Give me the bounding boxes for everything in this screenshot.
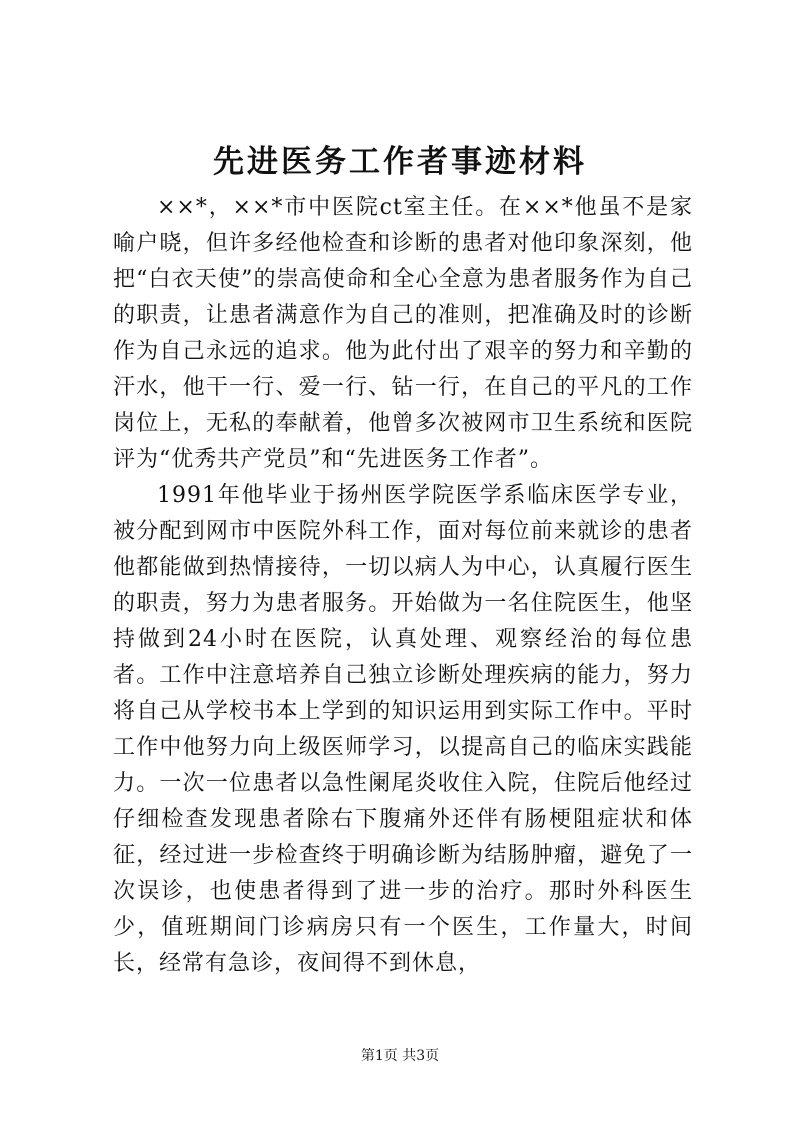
paragraph-1: ××*，××*市中医院ct室主任。在××*他虽不是家喻户晓，但许多经他检查和诊断的患者对他印象深刻，他把“白衣天使”的崇高使命和全心全意为患者服务作为自己的职责，让患者满意作为自己的准则，把准确及时的诊断作为自己永远的追求。他为此付出了艰辛的努力和辛勤的汗水，他干一行、爱一行、钻一行，在自己的平凡的工作岗位上，无私的奉献着，他曾多次被网市卫生系统和医院评为“优秀共产党员”和“先进医务工作者”。 [113,195,693,472]
page-number-footer: 第1页 共3页 [360,1048,440,1064]
document-title: 先进医务工作者事迹材料 [213,144,587,180]
paragraph-2: 1991年他毕业于扬州医学院医学系临床医学专业，被分配到网市中医院外科工作，面对每位前来就诊的患者他都能做到热情接待，一切以病人为中心，认真履行医生的职责，努力为患者服务。开始做为一名住院医生，他坚持做到24小时在医院，认真处理、观察经治的每位患者。工作中注意培养自己独立诊断处理疾病的能力，努力将自己从学校书本上学到的知识运用到实际工作中。平时工作中他努力向上级医师学习，以提高自己的临床实践能力。一次一位患者以急性阑尾炎收住入院，住院后他经过仔细检查发现患者除右下腹痛外还伴有肠梗阻症状和体征，经过进一步检查终于明确诊断为结肠肿瘤，避免了一次误诊，也使患者得到了进一步的治疗。那时外科医生少，值班期间门诊病房只有一个医生，工作量大，时间长，经常有急诊，夜间得不到休息， [113,483,693,976]
document-body [113,190,693,982]
